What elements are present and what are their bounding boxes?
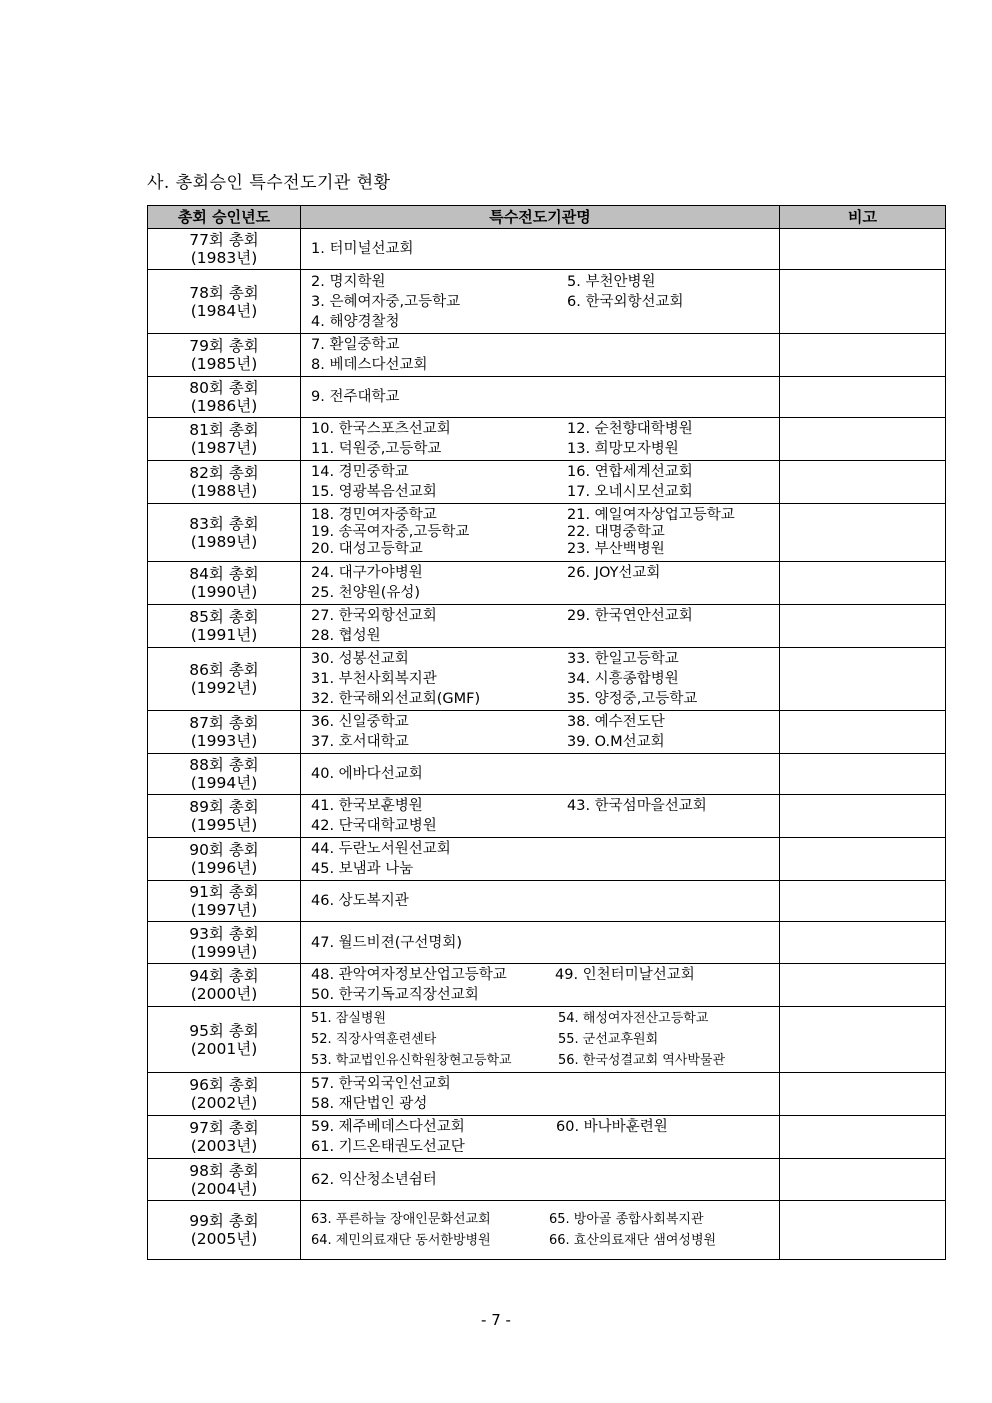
institution-list — [311, 507, 779, 558]
institution-item: 39. O.M선교회 — [567, 734, 665, 750]
remark-cell — [780, 838, 946, 881]
session-label: 85회 총회 — [189, 608, 259, 626]
session-year: (2003년) — [190, 1137, 258, 1155]
remark-cell — [780, 964, 946, 1007]
institution-item — [567, 335, 773, 355]
institutions-cell — [301, 754, 780, 795]
institution-item — [567, 839, 773, 859]
institution-list — [311, 933, 779, 953]
session-label: 98회 총회 — [189, 1161, 259, 1180]
institutions-cell — [301, 562, 780, 605]
institutions-cell — [301, 229, 780, 270]
session-cell — [148, 711, 301, 754]
table-row — [148, 270, 946, 334]
institutions-cell — [301, 881, 780, 922]
session-label: 88회 총회 — [189, 756, 259, 774]
remark-cell — [780, 418, 946, 461]
table-row — [148, 1007, 946, 1073]
session-cell — [148, 881, 301, 922]
table-row — [148, 881, 946, 922]
institution-item: 38. 예수전도단 — [567, 714, 665, 730]
institution-item: 25. 천양원(유성) — [311, 585, 421, 601]
session-label: 93회 총회 — [189, 924, 259, 943]
institution-item: 54. 해성여자전산고등학교 — [558, 1011, 709, 1026]
table-row — [148, 605, 946, 648]
institution-item: 47. 월드비젼(구선명회) — [311, 934, 463, 951]
institution-item: 51. 잠실병원 — [311, 1011, 387, 1026]
remark-cell — [780, 881, 946, 922]
institutions-cell — [301, 270, 780, 334]
institution-item: 33. 한일고등학교 — [567, 651, 679, 667]
session-year: (1997년) — [190, 901, 258, 919]
institution-item: 7. 환일중학교 — [311, 337, 400, 353]
institution-item: 4. 해양경찰청 — [311, 313, 400, 330]
session-cell — [148, 1116, 301, 1159]
session-label: 91회 총회 — [189, 883, 259, 901]
remark-cell — [780, 795, 946, 838]
institution-item: 52. 직장사역훈련센타 — [311, 1032, 437, 1047]
session-year: (1985년) — [190, 355, 258, 373]
institutions-cell — [301, 461, 780, 504]
session-cell — [148, 562, 301, 605]
remark-cell — [780, 504, 946, 562]
institution-list — [311, 606, 779, 646]
institution-item: 43. 한국섬마을선교회 — [567, 798, 707, 814]
institution-item: 9. 전주대학교 — [311, 389, 400, 405]
institution-item — [567, 1074, 773, 1094]
session-cell — [148, 1201, 301, 1260]
institution-item: 64. 제민의료재단 동서한방병원 — [311, 1233, 491, 1248]
institution-item: 53. 학교법인유신학원창현고등학교 — [311, 1053, 512, 1068]
institution-item: 42. 단국대학교병원 — [311, 818, 437, 834]
session-year: (1986년) — [190, 397, 258, 415]
institution-list — [311, 462, 779, 502]
table-row — [148, 1073, 946, 1116]
institutions-cell — [301, 1073, 780, 1116]
institution-item: 65. 방아골 종합사회복지관 — [549, 1212, 704, 1227]
institution-item: 17. 오네시모선교회 — [567, 484, 693, 500]
institutions-cell — [301, 418, 780, 461]
session-label: 96회 총회 — [189, 1076, 259, 1094]
session-label: 90회 총회 — [189, 841, 259, 859]
session-label: 81회 총회 — [189, 421, 259, 439]
table-row — [148, 711, 946, 754]
institutions-cell — [301, 1007, 780, 1073]
session-year: (1993년) — [190, 732, 258, 750]
remark-cell — [780, 605, 946, 648]
table-row — [148, 562, 946, 605]
institution-item: 60. 바나바훈련원 — [556, 1119, 668, 1135]
session-year: (1984년) — [190, 301, 258, 320]
institution-list — [311, 712, 779, 752]
institution-list — [311, 839, 779, 879]
session-year: (1996년) — [190, 859, 258, 877]
session-cell — [148, 754, 301, 795]
institution-item: 35. 양정중,고등학교 — [567, 691, 698, 707]
institution-item: 22. 대명중학교 — [567, 524, 665, 540]
institution-item: 34. 시흥종합병원 — [567, 671, 679, 687]
remark-cell — [780, 461, 946, 504]
table-row — [148, 1201, 946, 1260]
institution-item: 41. 한국보훈병원 — [311, 798, 423, 814]
institution-list — [311, 419, 779, 459]
table-row — [148, 922, 946, 964]
institution-list — [311, 1008, 779, 1071]
session-year: (1995년) — [190, 816, 258, 834]
session-label: 89회 총회 — [189, 798, 259, 816]
institution-item: 66. 효산의료재단 샘여성병원 — [549, 1233, 717, 1248]
session-year: (1991년) — [190, 626, 258, 644]
session-year: (2005년) — [190, 1230, 258, 1248]
institution-item: 14. 경민중학교 — [311, 464, 409, 480]
institution-item: 20. 대성고등학교 — [311, 541, 423, 557]
remark-cell — [780, 922, 946, 964]
institution-item: 56. 한국성결교회 역사박물관 — [558, 1053, 726, 1068]
session-label: 94회 총회 — [189, 967, 259, 985]
session-cell — [148, 334, 301, 377]
institution-item: 29. 한국연안선교회 — [567, 608, 693, 624]
institution-item: 57. 한국외국인선교회 — [311, 1076, 451, 1092]
remark-cell — [780, 377, 946, 418]
institutions-cell — [301, 795, 780, 838]
institution-item: 26. JOY선교회 — [567, 565, 661, 581]
institution-item: 30. 성봉선교회 — [311, 651, 409, 667]
session-cell — [148, 838, 301, 881]
header-institutions: 특수전도기관명 — [301, 206, 780, 229]
session-year: (2001년) — [190, 1039, 258, 1058]
session-label: 77회 총회 — [189, 231, 259, 249]
institutions-cell — [301, 922, 780, 964]
institutions-cell — [301, 504, 780, 562]
institution-item: 16. 연합세계선교회 — [567, 464, 693, 480]
session-label: 78회 총회 — [189, 283, 259, 302]
remark-cell — [780, 562, 946, 605]
institution-item: 10. 한국스포츠선교회 — [311, 421, 451, 437]
institutions-cell — [301, 711, 780, 754]
institution-item: 21. 예일여자상업고등학교 — [567, 507, 735, 523]
institution-item: 2. 명지학원 — [311, 273, 386, 290]
institution-item: 32. 한국해외선교회(GMF) — [311, 691, 481, 707]
institution-item: 37. 호서대학교 — [311, 734, 409, 750]
session-cell — [148, 605, 301, 648]
institutions-cell — [301, 377, 780, 418]
institution-item: 19. 송곡여자중,고등학교 — [311, 524, 470, 540]
institutions-cell — [301, 1201, 780, 1260]
remark-cell — [780, 1007, 946, 1073]
table-row — [148, 334, 946, 377]
session-year: (1990년) — [190, 583, 258, 601]
remark-cell — [780, 648, 946, 711]
institutions-cell — [301, 648, 780, 711]
session-cell — [148, 418, 301, 461]
session-label: 79회 총회 — [189, 337, 259, 355]
session-cell — [148, 1007, 301, 1073]
session-label: 86회 총회 — [189, 661, 259, 679]
remark-cell — [780, 1116, 946, 1159]
remark-cell — [780, 270, 946, 334]
institution-list — [311, 563, 779, 603]
remark-cell — [780, 1073, 946, 1116]
institution-item: 40. 에바다선교회 — [311, 766, 423, 782]
institution-item: 3. 은혜여자중,고등학교 — [311, 293, 461, 310]
institution-item: 49. 인천터미날선교회 — [555, 967, 695, 983]
institution-item: 28. 협성원 — [311, 628, 381, 644]
session-year: (2002년) — [190, 1094, 258, 1112]
institution-item: 59. 제주베데스다선교회 — [311, 1119, 465, 1135]
institutions-cell — [301, 605, 780, 648]
remark-cell — [780, 334, 946, 377]
session-cell — [148, 377, 301, 418]
session-cell — [148, 648, 301, 711]
session-cell — [148, 461, 301, 504]
institution-item: 63. 푸른하늘 장애인문화선교회 — [311, 1212, 491, 1227]
institution-list — [311, 387, 779, 407]
institution-item: 8. 베데스다선교회 — [311, 357, 428, 373]
table-row — [148, 504, 946, 562]
session-cell — [148, 1159, 301, 1201]
header-remarks: 비고 — [780, 206, 946, 229]
institutions-cell — [301, 334, 780, 377]
session-year: (1983년) — [190, 249, 258, 267]
remark-cell — [780, 711, 946, 754]
session-cell — [148, 922, 301, 964]
institution-list — [311, 335, 779, 375]
institution-list — [311, 965, 779, 1005]
institution-list — [311, 1117, 779, 1157]
institution-item: 50. 한국기독교직장선교회 — [311, 987, 479, 1003]
session-year: (2004년) — [190, 1179, 258, 1198]
session-cell — [148, 504, 301, 562]
table-row — [148, 1159, 946, 1201]
institution-list — [311, 796, 779, 836]
institution-item: 15. 영광복음선교회 — [311, 484, 437, 500]
session-cell — [148, 1073, 301, 1116]
institution-item: 61. 기드온태권도선교단 — [311, 1139, 465, 1155]
session-year: (1994년) — [190, 774, 258, 792]
table-row — [148, 964, 946, 1007]
institution-list — [311, 1209, 779, 1251]
session-label: 95회 총회 — [189, 1021, 259, 1040]
remark-cell — [780, 1159, 946, 1201]
table-row — [148, 1116, 946, 1159]
session-label: 97회 총회 — [189, 1119, 259, 1137]
institutions-cell — [301, 838, 780, 881]
session-year: (1987년) — [190, 439, 258, 457]
institution-item: 44. 두란노서원선교회 — [311, 841, 451, 857]
institution-item: 12. 순천향대학병원 — [567, 421, 693, 437]
session-cell — [148, 229, 301, 270]
session-year: (1989년) — [190, 532, 258, 551]
session-label: 82회 총회 — [189, 464, 259, 482]
institution-item: 27. 한국외항선교회 — [311, 608, 437, 624]
special-mission-table — [147, 205, 946, 1260]
session-year: (2000년) — [190, 985, 258, 1003]
institution-item: 48. 관악여자정보산업고등학교 — [311, 967, 507, 983]
remark-cell — [780, 1201, 946, 1260]
institution-item: 31. 부천사회복지관 — [311, 671, 437, 687]
institution-item: 46. 상도복지관 — [311, 893, 409, 909]
institution-item: 5. 부천안병원 — [567, 273, 656, 290]
institution-list — [311, 272, 779, 332]
session-label: 83회 총회 — [189, 514, 259, 533]
institutions-cell — [301, 1159, 780, 1201]
session-label: 87회 총회 — [189, 714, 259, 732]
session-year: (1988년) — [190, 482, 258, 500]
session-cell — [148, 270, 301, 334]
table-row — [148, 795, 946, 838]
session-cell — [148, 795, 301, 838]
institution-item: 11. 덕원중,고등학교 — [311, 441, 442, 457]
table-header-row — [148, 206, 946, 229]
table-row — [148, 838, 946, 881]
institution-list — [311, 891, 779, 911]
table-row — [148, 648, 946, 711]
header-session: 총회 승인년도 — [148, 206, 301, 229]
institution-item: 23. 부산백병원 — [567, 541, 665, 557]
institution-list — [311, 1074, 779, 1114]
session-label: 84회 총회 — [189, 565, 259, 583]
institution-list — [311, 649, 779, 709]
institution-item: 6. 한국외항선교회 — [567, 293, 684, 310]
session-year: (1992년) — [190, 679, 258, 697]
institution-item: 45. 보냄과 나눔 — [311, 861, 414, 877]
session-label: 99회 총회 — [189, 1212, 259, 1230]
institution-item: 36. 신일중학교 — [311, 714, 409, 730]
institution-list — [311, 239, 779, 259]
session-year: (1999년) — [190, 942, 258, 961]
institution-item: 62. 익산청소년쉼터 — [311, 1171, 437, 1188]
institution-item: 58. 재단법인 광성 — [311, 1096, 428, 1112]
remark-cell — [780, 229, 946, 270]
institution-item: 24. 대구가야병원 — [311, 565, 423, 581]
institution-item: 13. 희망모자병원 — [567, 441, 679, 457]
table-row — [148, 418, 946, 461]
session-label: 80회 총회 — [189, 379, 259, 397]
institution-item: 55. 군선교후원회 — [558, 1032, 659, 1047]
institutions-cell — [301, 1116, 780, 1159]
section-heading: 사. 총회승인 특수전도기관 현황 — [147, 173, 391, 193]
table-row — [148, 754, 946, 795]
table-row — [148, 377, 946, 418]
page-number: - 7 - — [481, 1311, 511, 1329]
institutions-cell — [301, 964, 780, 1007]
session-cell — [148, 964, 301, 1007]
institution-list — [311, 764, 779, 784]
institution-list — [311, 1170, 779, 1190]
institution-item: 1. 터미널선교회 — [311, 241, 414, 257]
table-row — [148, 461, 946, 504]
remark-cell — [780, 754, 946, 795]
table-row — [148, 229, 946, 270]
institution-item: 18. 경민여자중학교 — [311, 507, 437, 523]
